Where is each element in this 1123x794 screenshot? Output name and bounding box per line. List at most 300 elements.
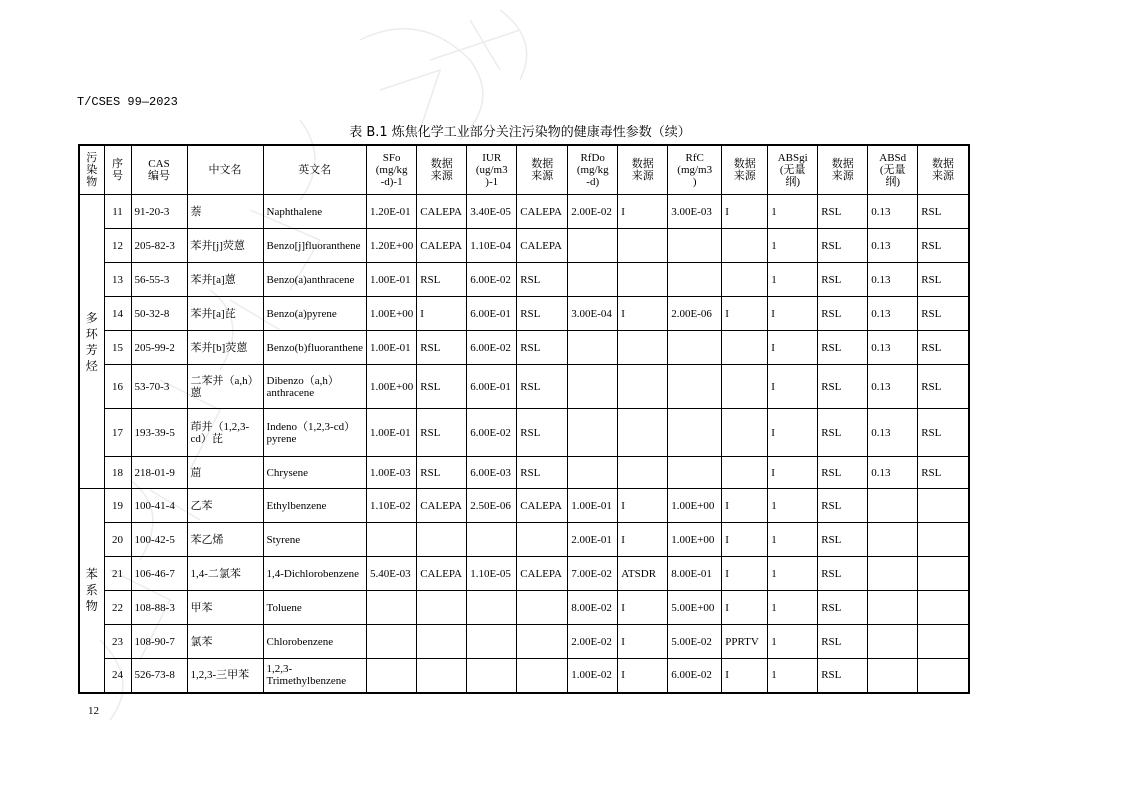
- table-cell: 8.00E-02: [568, 591, 618, 625]
- table-cell: RSL: [918, 457, 969, 489]
- table-cell: 1.20E+00: [367, 229, 417, 263]
- table-cell: 56-55-3: [131, 263, 187, 297]
- table-cell: Chrysene: [263, 457, 367, 489]
- table-row: [79, 195, 969, 229]
- table-title: 表 B.1 炼焦化学工业部分关注污染物的健康毒性参数（续）: [349, 125, 691, 140]
- header-line: 污: [86, 152, 98, 164]
- table-cell: 苯并[j]荧蒽: [187, 229, 263, 263]
- table-cell: [868, 523, 918, 557]
- table-cell: 1.10E-05: [467, 557, 517, 591]
- table-cell: [367, 523, 417, 557]
- table-cell: PPRTV: [722, 625, 768, 659]
- table-cell: CALEPA: [417, 489, 467, 523]
- header-line: 数据: [631, 158, 654, 170]
- table-cell: 1.00E+00: [668, 523, 722, 557]
- table-cell: RSL: [818, 365, 868, 409]
- table-cell: [668, 365, 722, 409]
- table-cell: [722, 409, 768, 457]
- header-line: RfDo: [580, 152, 605, 164]
- table-cell: 193-39-5: [131, 409, 187, 457]
- table-cell: I: [722, 297, 768, 331]
- table-cell: [568, 409, 618, 457]
- table-cell: CALEPA: [517, 557, 568, 591]
- header-line: 数据: [831, 158, 854, 170]
- table-cell: RSL: [517, 365, 568, 409]
- table-cell: 1.10E-02: [367, 489, 417, 523]
- table-cell: [467, 659, 517, 693]
- page-number: 12: [88, 705, 99, 717]
- table-cell: RSL: [417, 457, 467, 489]
- table-row: [79, 625, 969, 659]
- group-label-char: 物: [85, 599, 98, 614]
- header-cell: [818, 145, 868, 195]
- table-cell: 1.00E-01: [568, 489, 618, 523]
- table-cell: I: [417, 297, 467, 331]
- table-cell: RSL: [517, 297, 568, 331]
- table-cell: CALEPA: [417, 229, 467, 263]
- table-cell: [618, 409, 668, 457]
- table-cell: [568, 457, 618, 489]
- table-cell: 0.13: [868, 457, 918, 489]
- table-cell: 1: [768, 591, 818, 625]
- header-cell: [618, 145, 668, 195]
- table-cell: 1: [768, 489, 818, 523]
- table-cell: 6.00E-02: [467, 409, 517, 457]
- table-cell: 1: [768, 659, 818, 693]
- table-cell: 1.00E-01: [367, 409, 417, 457]
- table-cell: 茚并（1,2,3-cd）芘: [187, 409, 263, 457]
- table-cell: Benzo(a)anthracene: [263, 263, 367, 297]
- header-line: 数据: [430, 158, 453, 170]
- table-cell: 13: [104, 263, 131, 297]
- table-cell: 乙苯: [187, 489, 263, 523]
- table-cell: 3.40E-05: [467, 195, 517, 229]
- header-line: (无量: [879, 164, 906, 176]
- header-line: )-1: [485, 176, 499, 188]
- table-cell: 1: [768, 263, 818, 297]
- table-cell: 5.40E-03: [367, 557, 417, 591]
- table-cell: CALEPA: [517, 229, 568, 263]
- table-cell: Indeno（1,2,3-cd）pyrene: [263, 409, 367, 457]
- header-line: 数据: [931, 158, 954, 170]
- header-line: (mg/kg: [576, 164, 609, 176]
- table-cell: 2.00E-02: [568, 625, 618, 659]
- header-line: (无量: [779, 164, 806, 176]
- table-cell: [668, 331, 722, 365]
- table-cell: I: [722, 195, 768, 229]
- table-cell: [467, 523, 517, 557]
- header-cell: [668, 145, 722, 195]
- table-cell: 0.13: [868, 195, 918, 229]
- table-cell: 16: [104, 365, 131, 409]
- table-cell: 1,2,3-Trimethylbenzene: [263, 659, 367, 693]
- header-cell: [187, 145, 263, 195]
- table-row: [79, 331, 969, 365]
- table-cell: RSL: [818, 195, 868, 229]
- header-line: 染: [86, 164, 98, 176]
- table-cell: I: [722, 659, 768, 693]
- table-cell: 1: [768, 195, 818, 229]
- table-cell: 二苯并（a,h）蒽: [187, 365, 263, 409]
- table-cell: RSL: [517, 331, 568, 365]
- header-line: ABSgi: [777, 152, 808, 164]
- table-cell: RSL: [818, 409, 868, 457]
- table-cell: RSL: [417, 409, 467, 457]
- table-row: [79, 659, 969, 693]
- table-cell: Benzo[j]fluoranthene: [263, 229, 367, 263]
- table-cell: 20: [104, 523, 131, 557]
- table-cell: [722, 229, 768, 263]
- table-cell: 19: [104, 489, 131, 523]
- table-cell: RSL: [818, 625, 868, 659]
- header-cell: [367, 145, 417, 195]
- header-line: (mg/m3: [677, 164, 713, 176]
- header-line: 序: [112, 158, 123, 170]
- table-cell: [618, 229, 668, 263]
- table-cell: 苯并[a]芘: [187, 297, 263, 331]
- table-cell: [668, 409, 722, 457]
- table-cell: 106-46-7: [131, 557, 187, 591]
- table-cell: [618, 263, 668, 297]
- table-cell: CALEPA: [517, 489, 568, 523]
- table-cell: 2.00E-02: [568, 195, 618, 229]
- table-cell: 1.00E+00: [668, 489, 722, 523]
- table-cell: Benzo(a)pyrene: [263, 297, 367, 331]
- table-cell: RSL: [918, 263, 969, 297]
- table-cell: 1: [768, 229, 818, 263]
- table-cell: [722, 457, 768, 489]
- table-cell: [868, 489, 918, 523]
- table-cell: 22: [104, 591, 131, 625]
- group-label-char: 苯: [85, 567, 98, 582]
- header-cell: [417, 145, 467, 195]
- group-label: [79, 195, 104, 489]
- header-line: 号: [112, 170, 123, 182]
- table-cell: [618, 457, 668, 489]
- table-cell: [918, 659, 969, 693]
- table-row: [79, 523, 969, 557]
- document-code: T/CSES 99—2023: [77, 95, 178, 109]
- table-cell: 1.10E-04: [467, 229, 517, 263]
- table-cell: 6.00E-02: [467, 331, 517, 365]
- table-cell: [367, 625, 417, 659]
- header-line: 数据: [733, 158, 756, 170]
- table-cell: 1,4-二氯苯: [187, 557, 263, 591]
- table-cell: [417, 659, 467, 693]
- table-cell: 苯并[a]蒽: [187, 263, 263, 297]
- table-cell: 205-99-2: [131, 331, 187, 365]
- header-cell: [918, 145, 969, 195]
- table-cell: 12: [104, 229, 131, 263]
- header-line: 来源: [631, 170, 654, 182]
- header-cell: [568, 145, 618, 195]
- header-line: 来源: [531, 170, 554, 182]
- table-cell: 108-90-7: [131, 625, 187, 659]
- table-cell: 8.00E-01: [668, 557, 722, 591]
- group-label-char: 系: [85, 583, 98, 598]
- table-cell: 23: [104, 625, 131, 659]
- table-cell: 7.00E-02: [568, 557, 618, 591]
- table-cell: 14: [104, 297, 131, 331]
- table-row: [79, 457, 969, 489]
- table-cell: 1.00E+00: [367, 297, 417, 331]
- table-cell: [918, 591, 969, 625]
- table-cell: 205-82-3: [131, 229, 187, 263]
- header-line: 编号: [148, 170, 170, 182]
- header-line: ABSd: [879, 152, 907, 164]
- table-cell: 1.00E-01: [367, 331, 417, 365]
- header-line: (mg/kg: [375, 164, 408, 176]
- header-line: RfC: [685, 152, 704, 164]
- table-cell: [918, 557, 969, 591]
- table-cell: 1,4-Dichlorobenzene: [263, 557, 367, 591]
- table-cell: 0.13: [868, 331, 918, 365]
- table-cell: RSL: [918, 331, 969, 365]
- table-cell: [868, 557, 918, 591]
- table-cell: CALEPA: [417, 557, 467, 591]
- table-cell: RSL: [517, 457, 568, 489]
- table-cell: I: [768, 331, 818, 365]
- table-cell: 1.00E-01: [367, 263, 417, 297]
- table-cell: 1,2,3-三甲苯: [187, 659, 263, 693]
- table-cell: 3.00E-04: [568, 297, 618, 331]
- table-cell: Chlorobenzene: [263, 625, 367, 659]
- table-cell: [618, 331, 668, 365]
- table-cell: [868, 625, 918, 659]
- table-cell: 1.00E-03: [367, 457, 417, 489]
- table-cell: 100-41-4: [131, 489, 187, 523]
- table-cell: I: [618, 659, 668, 693]
- table-cell: I: [618, 625, 668, 659]
- table-cell: RSL: [918, 409, 969, 457]
- table-cell: [467, 625, 517, 659]
- table-cell: [568, 331, 618, 365]
- table-cell: RSL: [918, 365, 969, 409]
- table-cell: RSL: [818, 263, 868, 297]
- table-row: [79, 489, 969, 523]
- table-row: [79, 409, 969, 457]
- table-cell: [568, 365, 618, 409]
- table-cell: 2.50E-06: [467, 489, 517, 523]
- header-cell: [768, 145, 818, 195]
- table-cell: RSL: [918, 195, 969, 229]
- table-cell: Toluene: [263, 591, 367, 625]
- table-row: [79, 557, 969, 591]
- header-line: -d): [586, 176, 600, 188]
- table-cell: [417, 591, 467, 625]
- header-line: 数据: [531, 158, 554, 170]
- header-cell: [517, 145, 568, 195]
- group-label-char: 芳: [85, 342, 98, 357]
- table-cell: RSL: [918, 297, 969, 331]
- table-cell: I: [768, 457, 818, 489]
- header-cell: [104, 145, 131, 195]
- table-cell: I: [722, 489, 768, 523]
- table-cell: 1.00E+00: [367, 365, 417, 409]
- table-cell: [868, 591, 918, 625]
- table-cell: 6.00E-01: [467, 297, 517, 331]
- table-cell: I: [768, 409, 818, 457]
- table-cell: RSL: [417, 331, 467, 365]
- table-row: [79, 591, 969, 625]
- header-line: SFo: [382, 152, 401, 164]
- table-cell: [722, 331, 768, 365]
- table-header-row: [79, 145, 969, 195]
- toxicity-table: [78, 144, 970, 694]
- table-cell: I: [618, 297, 668, 331]
- table-cell: I: [722, 557, 768, 591]
- table-cell: [568, 229, 618, 263]
- table-cell: 6.00E-02: [668, 659, 722, 693]
- table-cell: 91-20-3: [131, 195, 187, 229]
- header-cell: [131, 145, 187, 195]
- table-cell: 䓛: [187, 457, 263, 489]
- table-cell: RSL: [818, 659, 868, 693]
- table-cell: 18: [104, 457, 131, 489]
- table-cell: I: [618, 591, 668, 625]
- table-cell: [668, 263, 722, 297]
- header-line: 纲): [785, 176, 801, 188]
- table-cell: 1: [768, 625, 818, 659]
- table-cell: RSL: [818, 297, 868, 331]
- table-cell: [367, 659, 417, 693]
- table-cell: 5.00E+00: [668, 591, 722, 625]
- header-line: (ug/m3: [475, 164, 508, 176]
- table-cell: 0.13: [868, 297, 918, 331]
- group-label-char: 多: [85, 310, 98, 325]
- header-line: -d)-1: [380, 176, 403, 188]
- table-cell: 1: [768, 523, 818, 557]
- table-cell: I: [768, 297, 818, 331]
- table-cell: 15: [104, 331, 131, 365]
- table-cell: RSL: [517, 409, 568, 457]
- table-cell: Benzo(b)fluoranthene: [263, 331, 367, 365]
- table-cell: [668, 457, 722, 489]
- table-cell: 108-88-3: [131, 591, 187, 625]
- table-cell: [417, 625, 467, 659]
- table-cell: 苯乙烯: [187, 523, 263, 557]
- group-label: [79, 489, 104, 693]
- table-cell: RSL: [417, 365, 467, 409]
- header-cell: [79, 145, 104, 195]
- table-cell: 2.00E-01: [568, 523, 618, 557]
- table-cell: 6.00E-02: [467, 263, 517, 297]
- table-cell: 1.20E-01: [367, 195, 417, 229]
- table-cell: Styrene: [263, 523, 367, 557]
- table-cell: 100-42-5: [131, 523, 187, 557]
- header-cell: [722, 145, 768, 195]
- table-cell: [918, 489, 969, 523]
- table-cell: 17: [104, 409, 131, 457]
- table-cell: RSL: [517, 263, 568, 297]
- header-line: 英文名: [298, 164, 332, 176]
- header-line: 来源: [430, 170, 453, 182]
- table-cell: RSL: [818, 591, 868, 625]
- table-cell: [568, 263, 618, 297]
- table-cell: 萘: [187, 195, 263, 229]
- group-label-char: 烃: [85, 358, 98, 373]
- table-cell: 0.13: [868, 229, 918, 263]
- table-cell: 1: [768, 557, 818, 591]
- header-line: 来源: [931, 170, 954, 182]
- table-cell: Ethylbenzene: [263, 489, 367, 523]
- table-row: [79, 263, 969, 297]
- table-cell: CALEPA: [517, 195, 568, 229]
- table-cell: RSL: [918, 229, 969, 263]
- header-cell: [263, 145, 367, 195]
- table-cell: [517, 659, 568, 693]
- table-cell: [868, 659, 918, 693]
- table-cell: I: [618, 523, 668, 557]
- table-cell: 0.13: [868, 409, 918, 457]
- table-cell: RSL: [818, 457, 868, 489]
- header-line: 纲): [885, 176, 901, 188]
- table-cell: RSL: [818, 523, 868, 557]
- table-cell: 2.00E-06: [668, 297, 722, 331]
- table-cell: [467, 591, 517, 625]
- table-cell: [668, 229, 722, 263]
- table-cell: 218-01-9: [131, 457, 187, 489]
- table-cell: I: [618, 195, 668, 229]
- header-line: ): [692, 176, 697, 188]
- header-line: 物: [86, 176, 98, 188]
- table-cell: [918, 625, 969, 659]
- table-cell: 甲苯: [187, 591, 263, 625]
- header-line: 中文名: [208, 164, 242, 176]
- table-cell: 氯苯: [187, 625, 263, 659]
- table-cell: 526-73-8: [131, 659, 187, 693]
- table-cell: 6.00E-01: [467, 365, 517, 409]
- table-cell: CALEPA: [417, 195, 467, 229]
- table-cell: 苯并[b]荧蒽: [187, 331, 263, 365]
- table-cell: RSL: [818, 489, 868, 523]
- table-cell: 0.13: [868, 263, 918, 297]
- table-cell: I: [768, 365, 818, 409]
- header-cell: [868, 145, 918, 195]
- table-cell: [918, 523, 969, 557]
- group-label-char: 环: [85, 326, 98, 341]
- table-cell: 5.00E-02: [668, 625, 722, 659]
- header-cell: [467, 145, 517, 195]
- table-cell: I: [618, 489, 668, 523]
- table-cell: Dibenzo（a,h）anthracene: [263, 365, 367, 409]
- table-cell: ATSDR: [618, 557, 668, 591]
- table-cell: 50-32-8: [131, 297, 187, 331]
- header-line: 来源: [733, 170, 756, 182]
- table-cell: I: [722, 591, 768, 625]
- table-row: [79, 365, 969, 409]
- table-cell: RSL: [417, 263, 467, 297]
- table-cell: [722, 263, 768, 297]
- table-cell: 3.00E-03: [668, 195, 722, 229]
- table-cell: RSL: [818, 331, 868, 365]
- table-cell: RSL: [818, 229, 868, 263]
- table-cell: Naphthalene: [263, 195, 367, 229]
- table-row: [79, 297, 969, 331]
- table-cell: [517, 523, 568, 557]
- header-line: CAS: [148, 158, 170, 170]
- header-line: 来源: [831, 170, 854, 182]
- table-cell: [618, 365, 668, 409]
- table-cell: [517, 591, 568, 625]
- table-cell: 1.00E-02: [568, 659, 618, 693]
- table-cell: [517, 625, 568, 659]
- table-cell: 0.13: [868, 365, 918, 409]
- table-cell: 53-70-3: [131, 365, 187, 409]
- table-cell: [722, 365, 768, 409]
- table-cell: 24: [104, 659, 131, 693]
- table-cell: [417, 523, 467, 557]
